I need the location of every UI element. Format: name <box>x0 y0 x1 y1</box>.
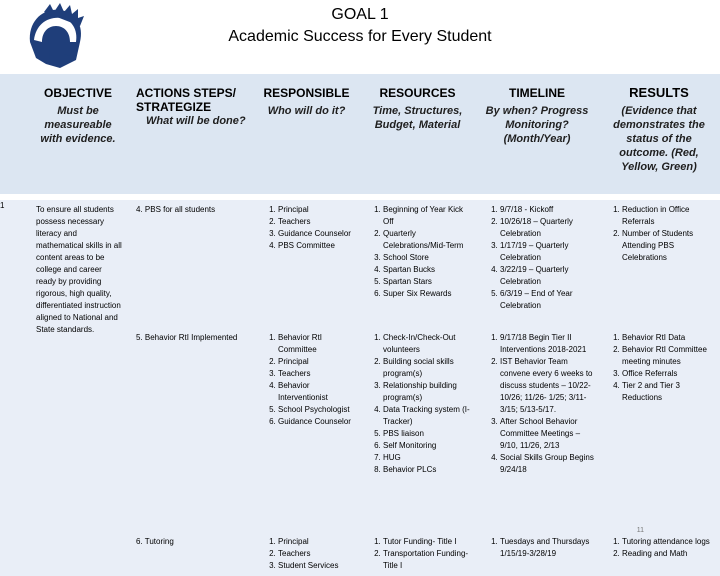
responsible-cell <box>254 200 359 576</box>
list-item: 2. Number of Students Attending PBS Celebrations <box>622 228 716 264</box>
header-title: RESOURCES <box>379 86 456 100</box>
list-item: 3. School Store <box>383 252 472 264</box>
list-item: 4. PBS Committee <box>278 240 355 252</box>
resources-cell <box>359 200 476 576</box>
header-subtitle: Time, Structures, Budget, Material <box>372 105 463 131</box>
header-subtitle: What will be done? <box>146 115 246 127</box>
list-item: 1. Tuesdays and Thursdays 1/15/19-3/28/19 <box>500 536 594 560</box>
list-item: 2. Transportation Funding- Title I <box>383 548 472 572</box>
list-item: 3. Office Referrals <box>622 368 716 380</box>
list-item: 4. 3/22/19 – Quarterly Celebration <box>500 264 594 288</box>
list-item: 1. Tutor Funding- Title I <box>383 536 472 548</box>
list-item: 1. Tutoring attendance logs <box>622 536 716 548</box>
action-step: 6. Tutoring <box>136 537 174 546</box>
header-title: OBJECTIVE <box>43 86 112 100</box>
actions-cell <box>128 200 254 576</box>
list-item: 1. Check-In/Check-Out volunteers <box>383 332 472 356</box>
list-item: 2. Teachers <box>278 216 355 228</box>
header-subtitle: By when? Progress Monitoring? (Month/Year) <box>485 105 589 145</box>
list-item: 4. Social Skills Group Begins 9/24/18 <box>500 452 594 476</box>
timeline-cell <box>476 200 598 576</box>
list-item: 3. 1/17/19 – Quarterly Celebration <box>500 240 594 264</box>
header-title: ACTIONS STEPS/ STRATEGIZE <box>136 86 237 114</box>
header-resources <box>359 74 476 194</box>
header-objective <box>28 74 128 194</box>
list-item: 1. 9/7/18 - Kickoff <box>500 204 594 216</box>
list-item: 2. Principal <box>278 356 355 368</box>
header-results <box>598 74 720 194</box>
list-item: 2. Reading and Math <box>622 548 716 560</box>
list-item: 3. After School Behavior Committee Meetings – 9/10, 11/26, 2/13 <box>500 416 594 452</box>
header-title: RESULTS <box>629 85 689 100</box>
header-subtitle: (Evidence that demonstrates the status of the outcome. (Red, Yellow, Green) <box>613 105 705 173</box>
list-item: 5. PBS liaison <box>383 428 472 440</box>
header-number-cell <box>0 74 28 194</box>
list-item: 3. Student Services <box>278 560 355 572</box>
row-number: 1 <box>0 200 28 576</box>
list-item: 1. Principal <box>278 536 355 548</box>
list-item: 6. Super Six Rewards <box>383 288 472 300</box>
list-item: 5. Spartan Stars <box>383 276 472 288</box>
header-title: TIMELINE <box>509 86 565 100</box>
list-item: 3. Guidance Counselor <box>278 228 355 240</box>
list-item: 6. Self Monitoring <box>383 440 472 452</box>
action-plan-table <box>0 74 720 576</box>
goal-subtitle: Academic Success for Every Student <box>228 28 492 45</box>
list-item: 3. Teachers <box>278 368 355 380</box>
list-item: 4. Tier 2 and Tier 3 Reductions <box>622 380 716 404</box>
list-item: 4. Data Tracking system (I-Tracker) <box>383 404 472 428</box>
page-number: 11 <box>636 527 644 534</box>
list-item: 1. Beginning of Year Kick Off <box>383 204 472 228</box>
list-item: 7. HUG <box>383 452 472 464</box>
list-item: 1. Principal <box>278 204 355 216</box>
list-item: 8. Behavior PLCs <box>383 464 472 476</box>
action-step: 4. PBS for all students <box>136 205 216 214</box>
list-item: 6. Guidance Counselor <box>278 416 355 428</box>
list-item: 1. Reduction in Office Referrals <box>622 204 716 228</box>
goal-row <box>0 200 720 576</box>
list-item: 2. Quarterly Celebrations/Mid-Term <box>383 228 472 252</box>
action-step: 5. Behavior RtI Implemented <box>136 333 238 342</box>
list-item: 5. School Psychologist <box>278 404 355 416</box>
list-item: 5. 6/3/19 – End of Year Celebration <box>500 288 594 312</box>
header-subtitle: Must be measureable with evidence. <box>40 105 116 145</box>
header-title: RESPONSIBLE <box>263 86 350 100</box>
list-item: 4. Spartan Bucks <box>383 264 472 276</box>
list-item: 1. 9/17/18 Begin Tier II Interventions 2018-2021 <box>500 332 594 356</box>
list-item: 3. Relationship building program(s) <box>383 380 472 404</box>
header-responsible <box>254 74 359 194</box>
objective-text: To ensure all students possess necessary literacy and mathematical skills in all content areas to be college and career ready by providing rigorous, high quality, differentiated instruction aligned to National and State standards. <box>36 205 122 334</box>
list-item: 2. Teachers <box>278 548 355 560</box>
header-actions <box>128 74 254 194</box>
header-subtitle: Who will do it? <box>267 105 346 117</box>
list-item: 2. Building social skills program(s) <box>383 356 472 380</box>
list-item: 1. Behavior RtI Data <box>622 332 716 344</box>
list-item: 2. Behavior RtI Committee meeting minutes <box>622 344 716 368</box>
objective-cell <box>28 200 128 576</box>
list-item: 4. Behavior Interventionist <box>278 380 355 404</box>
list-item: 1. Behavior RtI Committee <box>278 332 355 356</box>
list-item: 2. 10/26/18 – Quarterly Celebration <box>500 216 594 240</box>
header-row <box>0 74 720 194</box>
header-timeline <box>476 74 598 194</box>
results-cell <box>598 200 720 576</box>
list-item: 2. IST Behavior Team convene every 6 weeks to discuss students – 10/22-10/26; 11/26- 1/25; 3/11-3/15; 5/13-5/17. <box>500 356 594 416</box>
goal-title: GOAL 1 <box>331 6 389 23</box>
